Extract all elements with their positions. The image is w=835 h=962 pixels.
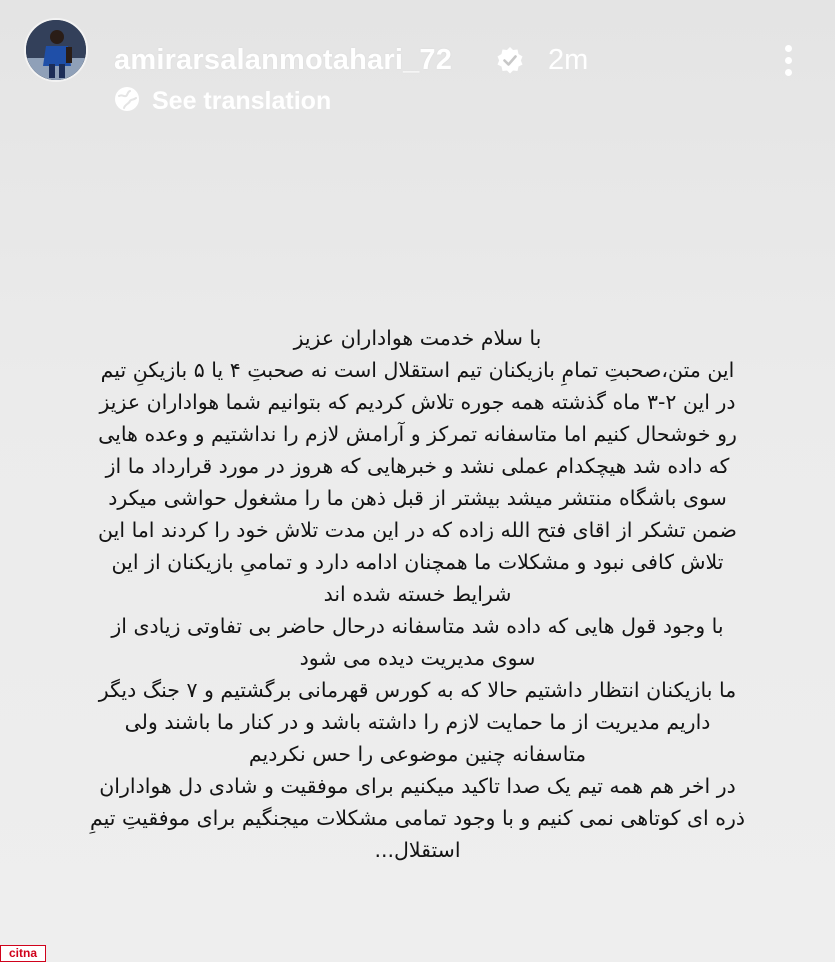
message-line: متاسفانه چنین موضوعی را حس نکردیم <box>248 742 587 766</box>
message-line: ضمن تشکر از اقای فتح الله زاده که در این مدت تلاش خود را کردند اما این <box>98 518 737 542</box>
watermark-logo: citna <box>0 945 46 962</box>
message-line: سوی باشگاه منتشر میشد بیشتر از قبل ذهن ما را مشغول حواشی میکرد <box>108 486 727 510</box>
message-line: این متن،صحبتِ تمامِ بازیکنان تیم استقلال است نه صحبتِ ۴ یا ۵ بازیکنِ تیم <box>100 358 735 382</box>
username[interactable]: amirarsalanmotahari_72 <box>114 44 453 76</box>
more-options-button[interactable] <box>774 40 802 84</box>
message-line: رو خوشحال کنیم اما متاسفانه تمرکز و آرامش لازم را نداشتیم و وعده هایی <box>98 422 737 446</box>
globe-icon <box>114 86 140 112</box>
message-line: ذره ای کوتاهی نمی کنیم و با وجود تمامی مشکلات میجنگیم برای موفقیتِ تیمِ <box>89 806 746 830</box>
see-translation-label: See translation <box>152 87 332 115</box>
message-line: که داده شد هیچکدام عملی نشد و خبرهایی که هروز در مورد قرارداد ما از <box>105 454 730 478</box>
message-line: سوی مدیریت دیده می شود <box>299 646 536 670</box>
story-message <box>30 322 805 866</box>
message-line: با وجود قول هایی که داده شد متاسفانه درحال حاضر بی تفاوتی زیادی از <box>111 614 724 638</box>
message-line: در این ۲-۳ ماه گذشته همه جوره تلاش کردیم که بتوانیم شما هواداران عزیز <box>99 390 736 414</box>
message-line: شرایط خسته شده اند <box>323 582 512 606</box>
avatar[interactable] <box>24 18 88 82</box>
message-line: ما بازیکنان انتظار داشتیم حالا که به کورس قهرمانی برگشتیم و ۷ جنگ دیگر <box>98 678 737 702</box>
message-line: استقلال... <box>374 838 461 862</box>
more-vertical-icon <box>785 45 792 52</box>
story-header <box>24 18 814 115</box>
profile-photo <box>26 20 86 80</box>
message-line: در اخر هم همه تیم یک صدا تاکید میکنیم برای موفقیت و شادی دل هواداران <box>99 774 736 798</box>
post-time: 2m <box>548 44 589 76</box>
message-line: تلاش کافی نبود و مشکلات ما همچنان ادامه دارد و تمامیِ بازیکنان از این <box>111 550 724 574</box>
message-line: داریم مدیریت از ما حمایت لازم را داشته باشد و در کنار ما باشند ولی <box>124 710 711 734</box>
message-line: با سلام خدمت هواداران عزیز <box>293 326 542 350</box>
verified-badge-icon <box>496 46 524 74</box>
